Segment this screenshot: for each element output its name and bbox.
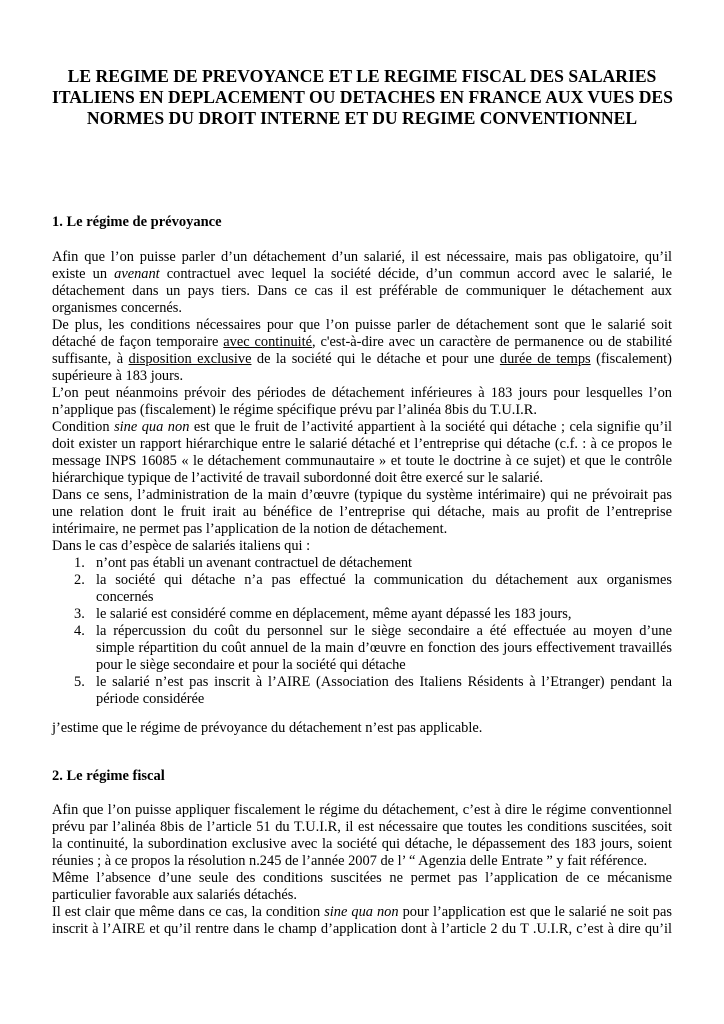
text-line: pour le siège secondaire et pour la société qui détache: [96, 657, 406, 673]
section-1-paragraph-6: [52, 538, 672, 555]
text-line: particulier favorable aux salariés détachés.: [52, 887, 297, 903]
list-item: [52, 572, 672, 606]
text-line: la répercussion du coût du personnel sur le siège secondaire a été effectuée au moyen d’une: [96, 623, 672, 639]
text-line: une relation dont le fruit irait au bénéfice de l’entreprise qui détache, mais au profit de l’entreprise: [52, 504, 672, 520]
text-line: j’estime que le régime de prévoyance du détachement n’est pas applicable.: [52, 720, 483, 736]
text-line: détaché de façon temporaire avec continuité, c'est-à-dire avec un caractère de permanence ou de stabilité: [52, 334, 672, 350]
emphasis-avenant: avenant: [114, 266, 160, 282]
section-1-conclusion: [52, 720, 672, 737]
title-line-1: LE REGIME DE PREVOYANCE ET LE REGIME FISCAL DES SALARIES: [67, 66, 657, 86]
text-line: Afin que l’on puisse appliquer fiscalement le régime du détachement, c’est à dire le régime conventionnel: [52, 802, 672, 818]
text-line: Il est clair que même dans ce cas, la condition sine qua non pour l’application est que le salarié ne soit pas: [52, 904, 672, 920]
text-line: le salarié n’est pas inscrit à l’AIRE (Association des Italiens Résidents à l’Etranger) pendant la: [96, 674, 672, 690]
text-line: Afin que l’on puisse parler d’un détachement d’un salarié, il est nécessaire, mais pas obligatoire, qu’il: [52, 249, 672, 265]
text-line: le salarié est considéré comme en déplacement, même ayant dépassé les 183 jours,: [96, 606, 572, 622]
text-line: Même l’absence d’une seule des conditions suscitées ne permet pas l’application de ce mécanisme: [52, 870, 672, 886]
text-line: message INPS 16085 « le détachement communautaire » et toute le doctrine à ce sujet) et que le contrôle: [52, 453, 672, 469]
underlined-disposition-exclusive: disposition exclusive: [128, 351, 252, 367]
text-line: intérimaire, ne permet pas l’application de la notion de détachement.: [52, 521, 448, 537]
underlined-avec-continuite: avec continuité: [223, 334, 313, 350]
section-1-paragraph-5: [52, 487, 672, 538]
section-1-paragraph-4: [52, 419, 672, 487]
title-line-2: ITALIENS EN DEPLACEMENT OU DETACHES EN FRANCE AUX VUES DES: [52, 87, 673, 107]
text-line: Condition sine qua non est que le fruit de l’activité appartient à la société qui détache ; cela signifie qu’il: [52, 419, 672, 435]
text-line: organismes concernés.: [52, 300, 183, 316]
section-1-paragraph-3: [52, 385, 672, 419]
text-line: n’ont pas établi un avenant contractuel de détachement: [96, 555, 413, 571]
section-2-heading: 2. Le régime fiscal: [52, 768, 165, 784]
list-number: 2.: [74, 572, 85, 588]
list-item: [52, 674, 672, 708]
text-line: inscrit à l’AIRE et qu’il rentre dans le champ d’application dont à l’article 2 du T .U.I.R, c’est à dire qu’il: [52, 921, 672, 937]
section-1-paragraph-2: [52, 317, 672, 385]
text-line: existe un avenant contractuel avec lequel la société décide, d’un commun accord avec le salarié, le: [52, 266, 672, 282]
text-line: hiérarchique typique de l’activité de travail subordonné doit être exercé sur le salarié.: [52, 470, 544, 486]
text-line: suffisante, à disposition exclusive de la société qui le détache et pour une durée de temps (fiscalement): [52, 351, 672, 367]
text-line: concernés: [96, 589, 154, 605]
text-line: Dans le cas d’espèce de salariés italiens qui :: [52, 538, 311, 554]
title-line-3: NORMES DU DROIT INTERNE ET DU REGIME CONVENTIONNEL: [86, 108, 638, 128]
text-line: De plus, les conditions nécessaires pour que l’on puisse parler de détachement sont que le salarié soit: [52, 317, 672, 333]
section-1-paragraph-1: [52, 249, 672, 317]
list-number: 4.: [74, 623, 85, 639]
list-number: 5.: [74, 674, 85, 690]
text-line: période considérée: [96, 691, 205, 707]
conditions-list: [52, 555, 672, 708]
text-line: détachement dans un pays tiers. Dans ce cas il est préférable de communiquer le détachement aux: [52, 283, 672, 299]
text-line: doit exister un rapport hiérarchique entre le salarié détaché et l’entreprise qui détache (c.f. : à ce propos le: [52, 436, 672, 452]
document-title: [52, 66, 672, 129]
list-item: [52, 606, 672, 623]
text-line: simple répartition du coût annuel de la main d’œuvre en fonction des jours effectivement travaillés: [96, 640, 672, 656]
section-2-paragraph-1: [52, 802, 672, 870]
section-2-paragraph-3: [52, 904, 672, 938]
list-number: 1.: [74, 555, 85, 571]
emphasis-sine-qua-non: sine qua non: [114, 419, 190, 435]
text-line: réunies ; à ce propos la résolution n.245 de l’année 2007 de l’ “ Agenzia delle Entrate ” y fait référence.: [52, 853, 648, 869]
list-item: [52, 555, 672, 572]
section-2-paragraph-2: [52, 870, 672, 904]
list-number: 3.: [74, 606, 85, 622]
underlined-duree-de-temps: durée de temps: [499, 351, 591, 367]
list-item: [52, 623, 672, 674]
text-line: L’on peut néanmoins prévoir des périodes de détachement inférieures à 183 jours pour lesquelles l’on: [52, 385, 672, 401]
text-line: la société qui détache n’a pas effectué la communication du détachement aux organismes: [96, 572, 672, 588]
section-1-heading: 1. Le régime de prévoyance: [52, 214, 222, 230]
text-line: supérieure à 183 jours.: [52, 368, 184, 384]
emphasis-sine-qua-non: sine qua non: [324, 904, 399, 920]
text-line: la continuité, la subordination exclusive avec la société qui détache, le dépassement des 183 jours, soient: [52, 836, 672, 852]
text-line: n’applique pas (fiscalement) le régime spécifique prévu par l’alinéa 8bis du T.U.I.R.: [52, 402, 537, 418]
text-line: Dans ce sens, l’administration de la main d’œuvre (typique du système intérimaire) qui ne prévoirait pas: [52, 487, 672, 503]
text-line: prévu par l’alinéa 8bis de l’article 51 du T.U.I.R, il est nécessaire que toutes les conditions suscitées, soit: [52, 819, 672, 835]
